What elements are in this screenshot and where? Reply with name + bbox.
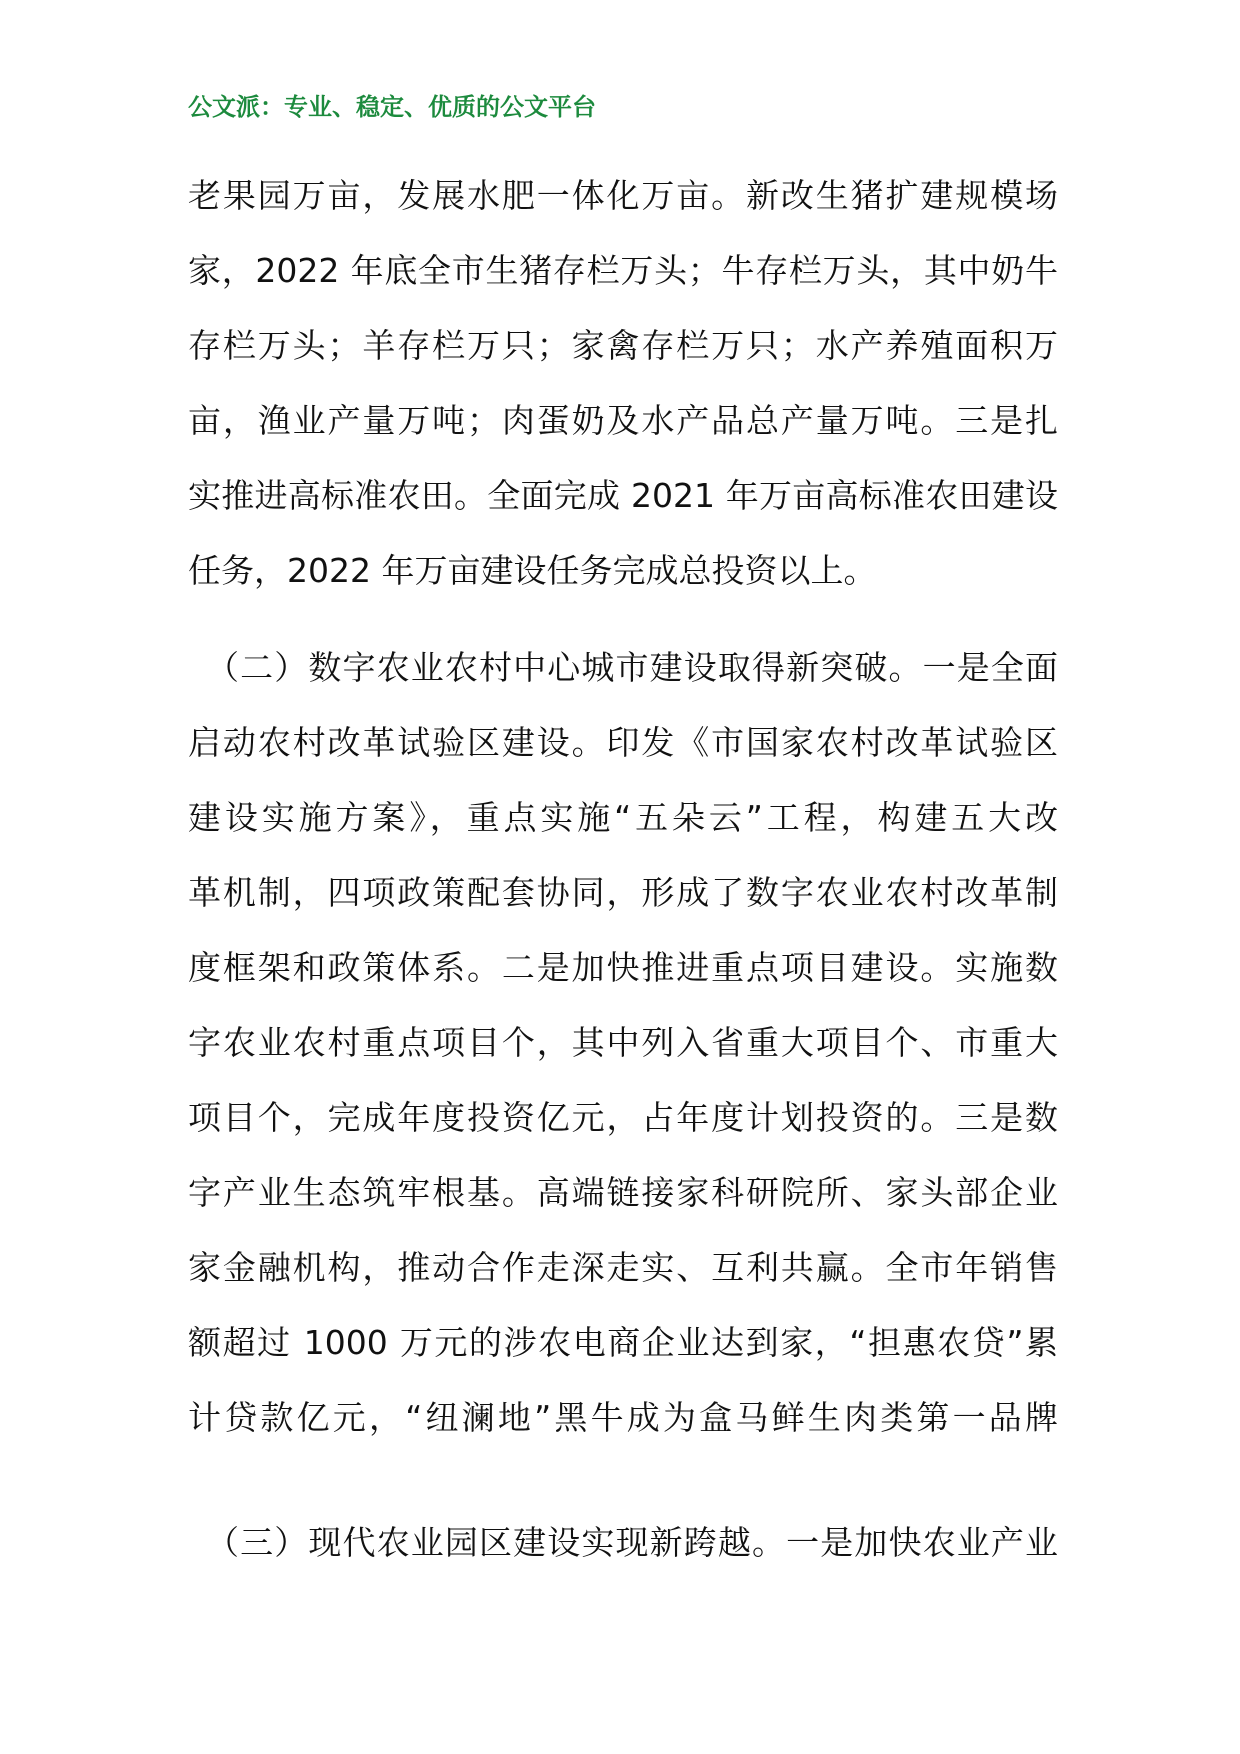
text-line: 家金融机构，推动合作走深走实、互利共赢。全市年销售 <box>188 1248 1058 1287</box>
paragraph-1 <box>188 158 1058 608</box>
text-line: 老果园万亩，发展水肥一体化万亩。新改生猪扩建规模场 <box>188 176 1058 215</box>
text-line: 度框架和政策体系。二是加快推进重点项目建设。实施数 <box>188 948 1058 987</box>
paragraph-3 <box>188 1505 1058 1580</box>
paragraph-2 <box>188 630 1058 1455</box>
text-line: 额超过 1000 万元的涉农电商企业达到家，“担惠农贷”累 <box>188 1323 1058 1362</box>
section-heading-line: （三）现代农业园区建设实现新跨越。一是加快农业产业 <box>206 1523 1058 1562</box>
text-line: 存栏万头；羊存栏万只；家禽存栏万只；水产养殖面积万 <box>188 326 1058 365</box>
text-line: 亩，渔业产量万吨；肉蛋奶及水产品总产量万吨。三是扎 <box>188 401 1058 440</box>
text-line: 家，2022 年底全市生猪存栏万头；牛存栏万头，其中奶牛 <box>188 251 1058 290</box>
header-slogan: 公文派：专业、稳定、优质的公文平台 <box>188 93 596 121</box>
section-heading-line: （二）数字农业农村中心城市建设取得新突破。一是全面 <box>206 648 1058 687</box>
text-line: 字产业生态筑牢根基。高端链接家科研院所、家头部企业 <box>188 1173 1058 1212</box>
text-line: 革机制，四项政策配套协同，形成了数字农业农村改革制 <box>188 873 1058 912</box>
text-line: 计贷款亿元，“纽澜地”黑牛成为盒马鲜生肉类第一品牌 <box>188 1398 1058 1437</box>
text-line: 建设实施方案》，重点实施“五朵云”工程，构建五大改 <box>188 798 1058 837</box>
text-line: 字农业农村重点项目个，其中列入省重大项目个、市重大 <box>188 1023 1058 1062</box>
text-line: 启动农村改革试验区建设。印发《市国家农村改革试验区 <box>188 723 1058 762</box>
text-line: 项目个，完成年度投资亿元，占年度计划投资的。三是数 <box>188 1098 1058 1137</box>
text-line: 实推进高标准农田。全面完成 2021 年万亩高标准农田建设 <box>188 476 1058 515</box>
text-line: 任务，2022 年万亩建设任务完成总投资以上。 <box>188 551 877 590</box>
